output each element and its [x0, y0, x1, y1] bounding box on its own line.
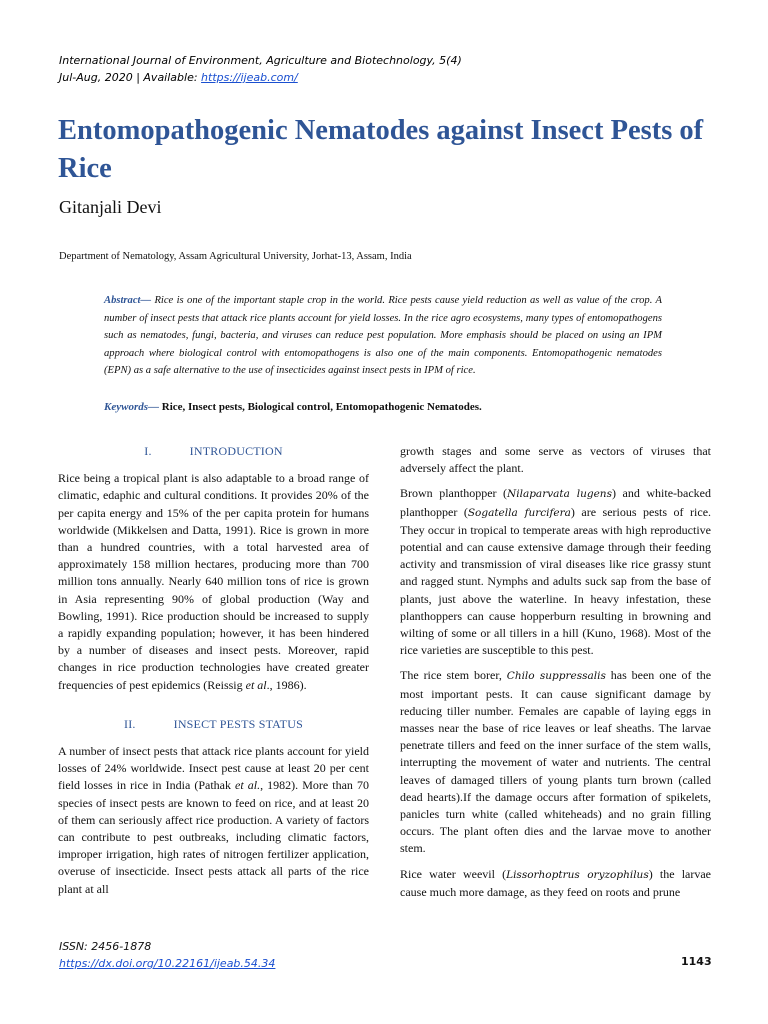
- scientific-name: Sogatella furcifera: [467, 506, 571, 519]
- section-number: I.: [144, 444, 152, 458]
- keywords-text: Rice, Insect pests, Biological control, Entomopathogenic Nematodes.: [159, 401, 482, 413]
- author-name: Gitanjali Devi: [59, 197, 162, 217]
- text-run: ) and white-backed planthopper (: [400, 486, 711, 519]
- intro-paragraph: [58, 470, 369, 694]
- text-run: A number of insect pests that attack rice plants account for yield losses of 24% worldwide. Insect pest cause at least 20 per cent field losses in rice in India (Pathak: [58, 744, 369, 793]
- abstract-text: Rice is one of the important staple crop in the world. Rice pests cause yield reduction as well as value of the crop. A number of insect pests that attack rice plants account for yield losses. In the rice agro ecosystems, many types of entomopathogens such as nematodes, fungi, bacteria, and viruses can reduce pest population. More emphasis should be placed on using an IPM approach where biological control with entomopathogens is also one of the main components. Entomopathogenic nematodes (EPN) as a safe alternative to the use of insecticides against insect pests in IPM of rice.: [104, 295, 662, 376]
- text-run: has been one of the most important pests. It can cause significant damage by reducing tiller number. Females are capable of laying eggs in masses near the base of rice leaves or leaf sheaths. The larvae penetrate tillers and feed on the inner surface of the stem walls, interrupting the movement of water and nutrients. The central leaves of damaged tillers of young plants turn brown (called dead hearts).If the damage occurs after formation of spikelets, panicles turn white (called whiteheads) and no grain filling occurs. The plant often dies and the larvae move to another stem.: [400, 668, 712, 856]
- journal-url-link[interactable]: https://ijeab.com/: [201, 71, 298, 84]
- et-al-italic: et al: [245, 677, 267, 692]
- keywords-label: Keywords—: [104, 401, 159, 413]
- availability-prefix: Jul-Aug, 2020 | Available:: [59, 71, 202, 84]
- continued-paragraph: growth stages and some serve as vectors of viruses that adversely affect the plant.: [400, 444, 711, 476]
- abstract-label: Abstract—: [104, 295, 152, 306]
- right-column: [400, 443, 711, 909]
- text-run: ) are serious pests of rice. They occur in tropical to temperate areas with high reproductive potential and can cause extensive damage through their feeding activity and transmission of viral diseases like rice grassy stunt and ragged stunt. Nymphs and adults suck sap from the base of plants, just above the waterline. In heavy infestation, these planthoppers can cause hopperburn resulting in browning and wilting of some or all tillers in a hill (Kuno, 1968). Most of the rice varieties are susceptible to this pest.: [400, 504, 712, 658]
- doi-link[interactable]: https://dx.doi.org/10.22161/ijeab.54.34: [59, 957, 276, 970]
- text-run: ) the larvae cause much more damage, as they feed on roots and prune: [400, 866, 711, 899]
- page-number: 1143: [681, 955, 712, 968]
- keywords: [104, 401, 662, 413]
- stem-borer-paragraph: [400, 667, 711, 857]
- section-heading-insect-pests-status: [58, 716, 369, 733]
- abstract: [104, 292, 662, 380]
- text-run: ., 1986).: [266, 677, 307, 692]
- scientific-name: Lissorhoptrus oryzophilus: [506, 868, 649, 881]
- doi: [59, 955, 275, 972]
- text-run: The rice stem borer,: [400, 668, 507, 683]
- text-run: Rice water weevil (: [400, 866, 507, 881]
- et-al-italic: et al.: [235, 778, 261, 793]
- author-affiliation: Department of Nematology, Assam Agricultural University, Jorhat-13, Assam, India: [59, 251, 412, 262]
- section-number: II.: [124, 716, 136, 731]
- scientific-name: Chilo suppressalis: [506, 670, 606, 683]
- water-weevil-paragraph: [400, 866, 711, 901]
- text-run: , 1982). More than 70 species of insect pests are known to feed on rice, and at least 20 of them can seriously affect rice production. A variety of factors can contribute to pest outbreaks, including climatic factors, improper irrigation, high rates of nitrogen fertilizer application, overuse of insecticide. Insect pests attack all parts of the rice plant at all: [58, 778, 369, 896]
- planthopper-paragraph: [400, 485, 711, 659]
- status-paragraph: [58, 743, 369, 898]
- section-heading-introduction: [58, 443, 369, 460]
- journal-header: [59, 52, 462, 86]
- scientific-name: Nilaparvata lugens: [507, 488, 612, 501]
- section-title: INTRODUCTION: [189, 444, 283, 458]
- journal-citation: International Journal of Environment, Agriculture and Biotechnology, 5(4): [59, 54, 462, 67]
- text-run: Brown planthopper (: [400, 486, 508, 501]
- left-column: [58, 443, 369, 906]
- journal-availability: [59, 69, 462, 86]
- page-footer: [59, 938, 275, 972]
- section-title: INSECT PESTS STATUS: [173, 716, 303, 731]
- paper-title: Entomopathogenic Nematodes against Insect Pests of Rice: [58, 115, 704, 184]
- issn: ISSN: 2456-1878: [59, 940, 152, 953]
- text-run: Rice being a tropical plant is also adaptable to a broad range of climatic, edaphic and cultural conditions. It provides 20% of the per capita energy and 15% of the per capita protein for humans worldwide (Mikkelsen and Datta, 1991). Rice is grown in more than a hundred countries, with a total harvested area of approximately 158 million hectares, producing more than 700 million tons annually. Nearly 640 million tons of rice is grown in Asia representing 90% of global production (Way and Bowling, 1991). Rice production should be increased to supply a rapidly expanding population; however, it has been hindered by a number of diseases and insect pests. Moreover, rapid changes in rice production technologies have created greater frequencies of pest epidemics (Reissig: [58, 471, 369, 692]
